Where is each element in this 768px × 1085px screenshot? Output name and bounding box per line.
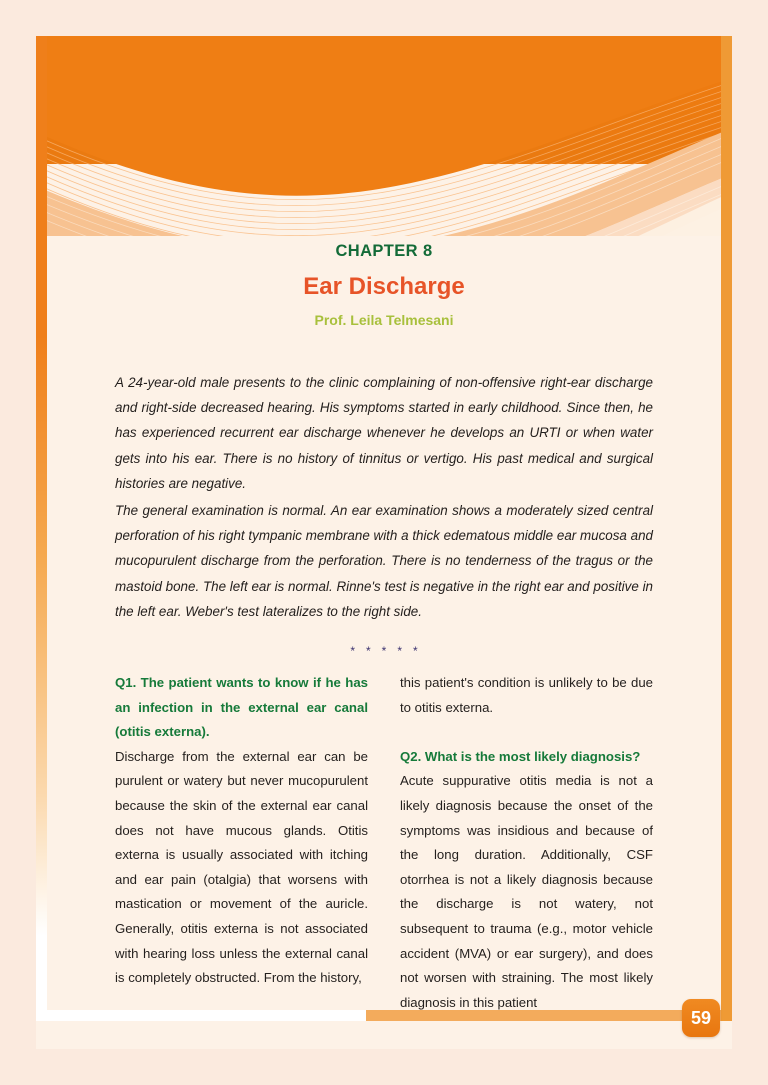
question-2-heading: Q2. What is the most likely diagnosis? xyxy=(400,748,641,764)
header-wave-decoration xyxy=(36,36,732,236)
question-1-answer-part-2: this patient's condition is unlikely to be due to otitis externa. xyxy=(400,675,653,715)
left-column xyxy=(115,671,368,1023)
two-column-body xyxy=(115,671,653,1023)
column-spacer xyxy=(400,720,653,745)
title-block xyxy=(36,242,732,328)
vignette-paragraph-2: The general examination is normal. An ear examination shows a moderately sized central perforation of his right tympanic membrane with a thick edematous middle ear mucosa and mucopurulent discharge from the perforation. There is no tenderness of the tragus or the mastoid bone. The left ear is normal. Rinne's test is negative in the right ear and positive in the left ear. Weber's test lateralizes to the right side. xyxy=(115,503,653,619)
page-sheet xyxy=(36,36,732,1049)
question-1-answer-part-1: Discharge from the external ear can be purulent or watery but never mucopurulent because the skin of the external ear canal does not have mucous glands. Otitis externa is usually associated with itching and ear pain (otalgia) that worsens with mastication or movement of the auricle. Generally, otitis externa is not associated with hearing loss unless the external canal is completely obstructed. From the history, xyxy=(115,748,368,986)
chapter-label: CHAPTER 8 xyxy=(335,242,433,260)
star-divider: ***** xyxy=(350,644,429,658)
bottom-left-frame-elbow xyxy=(36,1010,366,1021)
question-1-heading: Q1. The patient wants to know if he has an infection in the external ear canal (otitis externa). xyxy=(115,675,368,740)
question-2-answer: Acute suppurative otitis media is not a likely diagnosis because the onset of the symptoms was insidious and because of the long duration. Additionally, CSF otorrhea is not a likely diagnosis because the discharge is not watery, not subsequent to trauma (e.g., motor vehicle accident (MVA) or ear surgery), and does not worsen with straining. The most likely diagnosis in this patient xyxy=(400,773,653,1010)
page-number-badge: 59 xyxy=(682,999,720,1037)
right-column xyxy=(400,671,653,1023)
author-name: Prof. Leila Telmesani xyxy=(314,312,454,328)
right-frame-rule xyxy=(721,36,732,1021)
case-vignette xyxy=(115,370,653,626)
header-wave-svg xyxy=(36,36,732,236)
vignette-paragraph-1: A 24-year-old male presents to the clinic complaining of non-offensive right-ear discharge and right-side decreased hearing. His symptoms started in early childhood. Since then, he has experienced recurrent ear discharge whenever he develops an URTI or when water gets into his ear. There is no history of tinnitus or vertigo. His past medical and surgical histories are negative. xyxy=(115,375,653,491)
chapter-title: Ear Discharge xyxy=(303,273,465,300)
left-frame-rule xyxy=(36,36,47,1021)
